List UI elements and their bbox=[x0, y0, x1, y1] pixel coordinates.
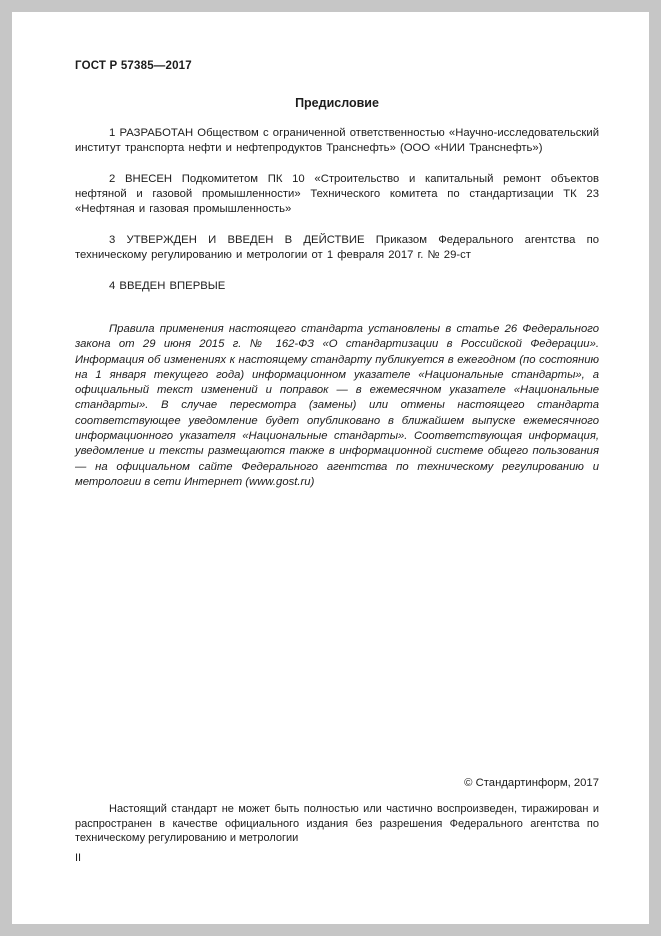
foreword-item-approved: 3 УТВЕРЖДЕН И ВВЕДЕН В ДЕЙСТВИЕ Приказом Федерального агентства по техническому регулированию и метрологии от 1 февраля 2017 г. № 29-ст bbox=[75, 234, 599, 261]
application-rules-note: Правила применения настоящего стандарта установлены в статье 26 Федерального закона от 29 июня 2015 г. № 162-ФЗ «О стандартизации в Российской Федерации». Информация об изменениях к настоящему стандарту публикуется в ежегодном (по состоянию на 1 января текущего года) информационном указателе «Национальные стандарты», а официальный текст изменений и поправок — в ежемесячном указателе «Национальные стандарты». В случае пересмотра (замены) или отмены настоящего стандарта соответствующее уведомление будет опубликовано в ближайшем выпуске ежемесячного информационного указателя «Национальные стандарты». Соответствующая информация, уведомление и тексты размещаются также в информационной системе общего пользования — на официальном сайте Федерального агентства по техническому регулированию и метрологии в сети Интернет (www.gost.ru) bbox=[75, 323, 599, 488]
foreword-item-submitted: 2 ВНЕСЕН Подкомитетом ПК 10 «Строительство и капитальный ремонт объектов нефтяной и газовой промышленности» Технического комитета по стандартизации ТК 23 «Нефтяная и газовая промышленность» bbox=[75, 173, 599, 215]
document-page bbox=[12, 12, 649, 924]
document-number: ГОСТ Р 57385—2017 bbox=[75, 60, 192, 72]
page-title: Предисловие bbox=[295, 96, 379, 110]
foreword-item-first-edition: 4 ВВЕДЕН ВПЕРВЫЕ bbox=[109, 280, 226, 292]
foreword-item-developed: 1 РАЗРАБОТАН Обществом с ограниченной ответственностью «Научно-исследовательский институт транспорта нефти и нефтепродуктов Транснефть» (ООО «НИИ Транснефть») bbox=[75, 127, 599, 154]
reproduction-restriction: Настоящий стандарт не может быть полностью или частично воспроизведен, тиражирован и распространен в качестве официального издания без разрешения Федерального агентства по техническому регулированию и метрологии bbox=[75, 803, 599, 844]
copyright-line: © Стандартинформ, 2017 bbox=[464, 777, 599, 789]
page-number: II bbox=[75, 852, 82, 864]
